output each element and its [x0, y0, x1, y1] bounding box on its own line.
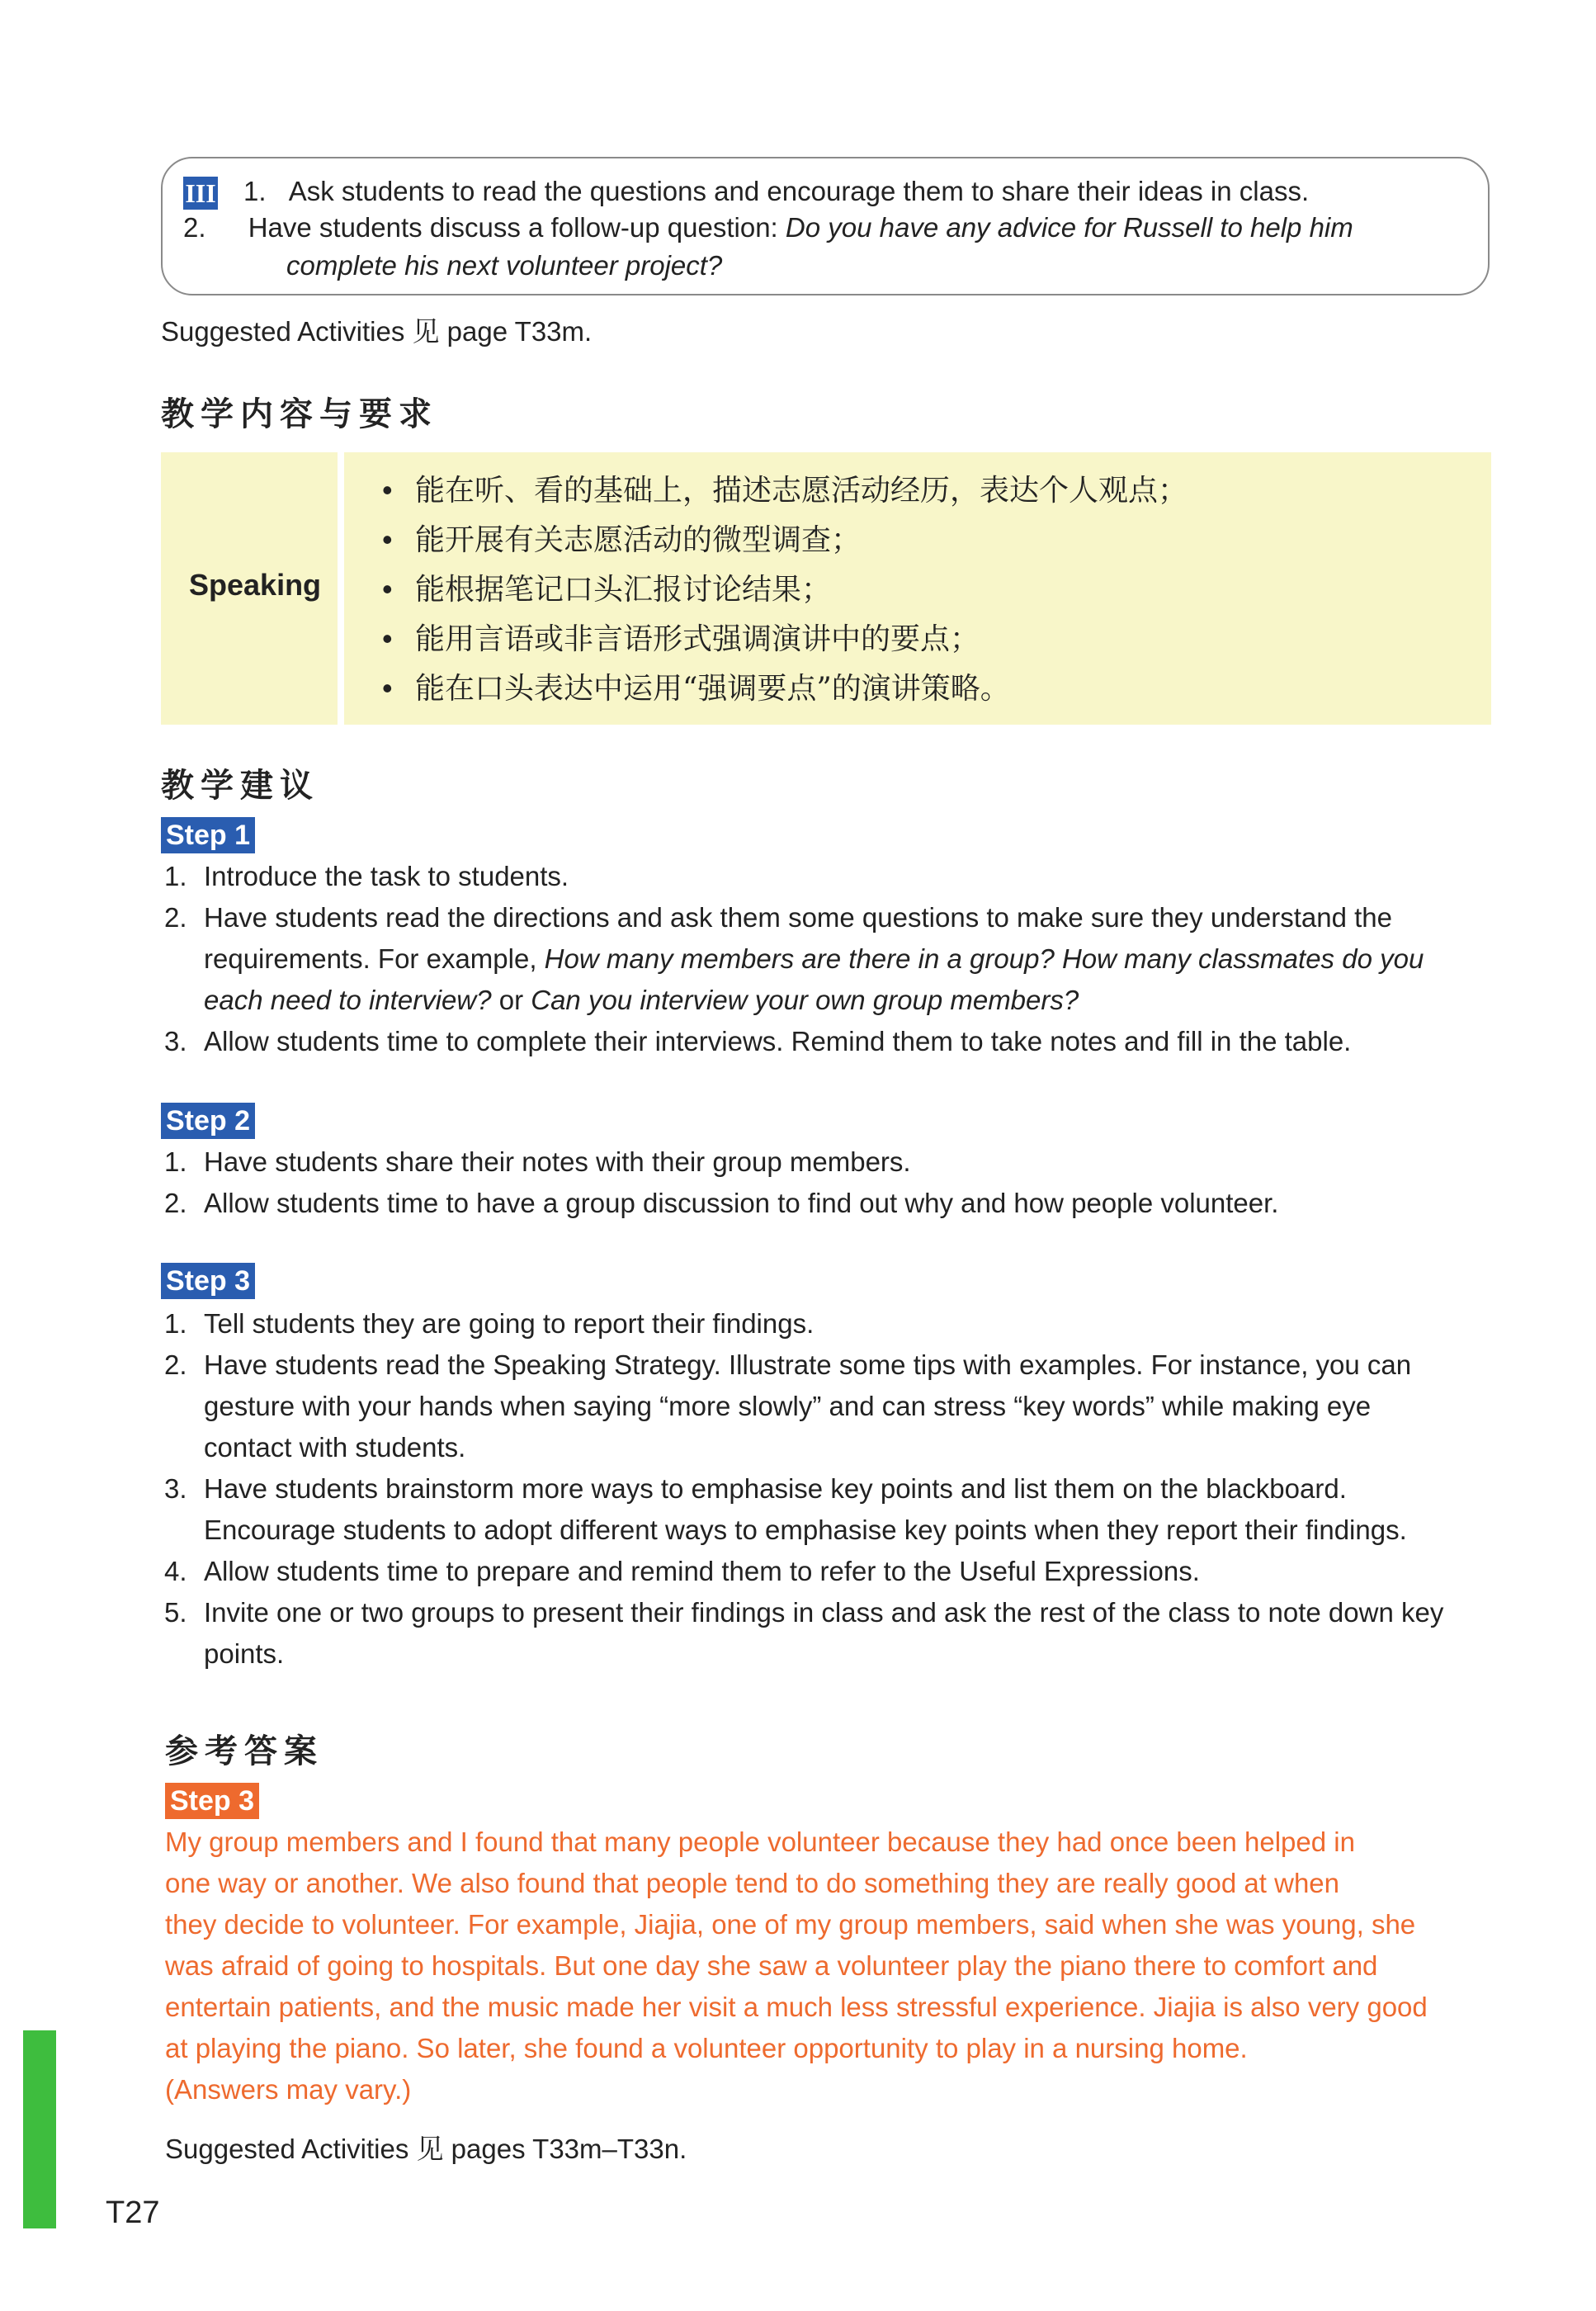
step3-item-3-continued: Encourage students to adopt different ways to emphasise key points when they report their findings. [204, 1515, 1407, 1545]
step-3-badge: Step 3 [161, 1263, 255, 1299]
item-text: Have students brainstorm more ways to emphasise key points and list them on the blackboard. [204, 1473, 1347, 1504]
item-number: 1. [243, 176, 267, 206]
page-number: T27 [106, 2195, 160, 2230]
speaking-label-cell [161, 452, 344, 725]
item-number: 2. [183, 212, 206, 243]
item-number: 2. [164, 902, 187, 933]
step3-item-2-continued-2: contact with students. [204, 1432, 466, 1463]
answer-note: (Answers may vary.) [165, 2074, 412, 2105]
text: or [491, 985, 531, 1015]
item-number: 3. [164, 1026, 187, 1056]
section-iii-badge: III [183, 177, 218, 210]
text-italic: each need to interview? [204, 985, 492, 1015]
bullet: • [382, 473, 393, 507]
heading-content-requirements: 教学内容与要求 [161, 395, 438, 433]
answer-line: at playing the piano. So later, she found a volunteer opportunity to play in a nursing home. [165, 2033, 1248, 2063]
step1-item-2-continued-2 [204, 982, 1079, 1018]
speaking-item-text: 能在口头表达中运用“强调要点”的演讲策略。 [415, 672, 1010, 706]
answer-line: one way or another. We also found that people tend to do something they are really good at when [165, 1868, 1340, 1898]
item-number: 1. [164, 1308, 187, 1339]
text-italic: Can you interview your own group members? [531, 985, 1079, 1015]
bullet: • [382, 621, 393, 655]
item-text: Have students share their notes with their group members. [204, 1146, 911, 1177]
text-italic: How many members are there in a group? How many classmates do you [544, 943, 1424, 974]
box3-item-2-continued: complete his next volunteer project? [286, 250, 723, 281]
bullet: • [382, 522, 393, 556]
item-text: Ask students to read the questions and encourage them to share their ideas in class. [288, 176, 1310, 206]
suggested-activities-bottom: Suggested Activities 见 pages T33m–T33n. [165, 2134, 687, 2164]
bullet: • [382, 572, 393, 606]
item-number: 2. [164, 1349, 187, 1380]
speaking-item [382, 470, 1188, 511]
speaking-item-text: 能用言语或非言语形式强调演讲中的要点； [415, 622, 980, 656]
answer-line: entertain patients, and the music made her visit a much less stressful experience. Jiajia is also very good [165, 1992, 1428, 2022]
speaking-item [382, 520, 861, 560]
heading-reference-answers: 参考答案 [165, 1732, 323, 1770]
step-2-badge: Step 2 [161, 1103, 255, 1139]
step3-item-2-continued: gesture with your hands when saying “more slowly” and can stress “key words” while making eye [204, 1391, 1372, 1421]
item-number: 5. [164, 1597, 187, 1628]
speaking-item-text: 能开展有关志愿活动的微型调查； [415, 523, 862, 557]
speaking-item [382, 569, 831, 610]
item-text-italic: Do you have any advice for Russell to help him [785, 212, 1353, 243]
text: requirements. For example, [204, 943, 545, 974]
speaking-item-text: 能根据笔记口头汇报讨论结果； [415, 573, 832, 607]
item-text: Invite one or two groups to present their findings in class and ask the rest of the class to note down key [204, 1597, 1444, 1628]
step1-item-2-continued [204, 941, 1424, 977]
answer-line: My group members and I found that many people volunteer because they had once been helped in [165, 1827, 1355, 1857]
item-text: Have students read the directions and ask them some questions to make sure they understand the [204, 902, 1392, 933]
speaking-item [382, 669, 1010, 709]
heading-teaching-suggestions: 教学建议 [161, 767, 319, 805]
speaking-item [382, 619, 980, 659]
item-text: Allow students time to have a group discussion to find out why and how people volunteer. [204, 1188, 1279, 1218]
item-number: 3. [164, 1473, 187, 1504]
item-number: 1. [164, 1146, 187, 1177]
item-text: Allow students time to complete their interviews. Remind them to take notes and fill in the table. [204, 1026, 1352, 1056]
box3-item-1 [243, 173, 1309, 210]
speaking-requirements-table [161, 452, 1491, 725]
item-number: 2. [164, 1188, 187, 1218]
step-1-badge: Step 1 [161, 817, 255, 853]
speaking-item-text: 能在听、看的基础上，描述志愿活动经历，表达个人观点； [415, 474, 1188, 508]
speaking-label: Speaking [189, 568, 322, 602]
item-text: Tell students they are going to report their findings. [204, 1308, 815, 1339]
answer-line: they decide to volunteer. For example, Jiajia, one of my group members, said when she was young, she [165, 1909, 1416, 1940]
answer-line: was afraid of going to hospitals. But one day she saw a volunteer play the piano there to comfort and [165, 1950, 1378, 1981]
bullet: • [382, 671, 393, 705]
item-text: Allow students time to prepare and remind them to refer to the Useful Expressions. [204, 1556, 1200, 1586]
side-color-bar [23, 2030, 56, 2228]
item-number: 4. [164, 1556, 187, 1586]
box3-item-2 [183, 210, 1353, 246]
item-text: Introduce the task to students. [204, 861, 569, 891]
step3-item-5-continued: points. [204, 1638, 285, 1669]
answer-step-3-badge: Step 3 [165, 1783, 259, 1819]
suggested-activities-top: Suggested Activities 见 page T33m. [161, 316, 593, 347]
item-number: 1. [164, 861, 187, 891]
item-text: Have students read the Speaking Strategy. Illustrate some tips with examples. For instance, you can [204, 1349, 1412, 1380]
item-text: Have students discuss a follow-up question: [248, 212, 786, 243]
